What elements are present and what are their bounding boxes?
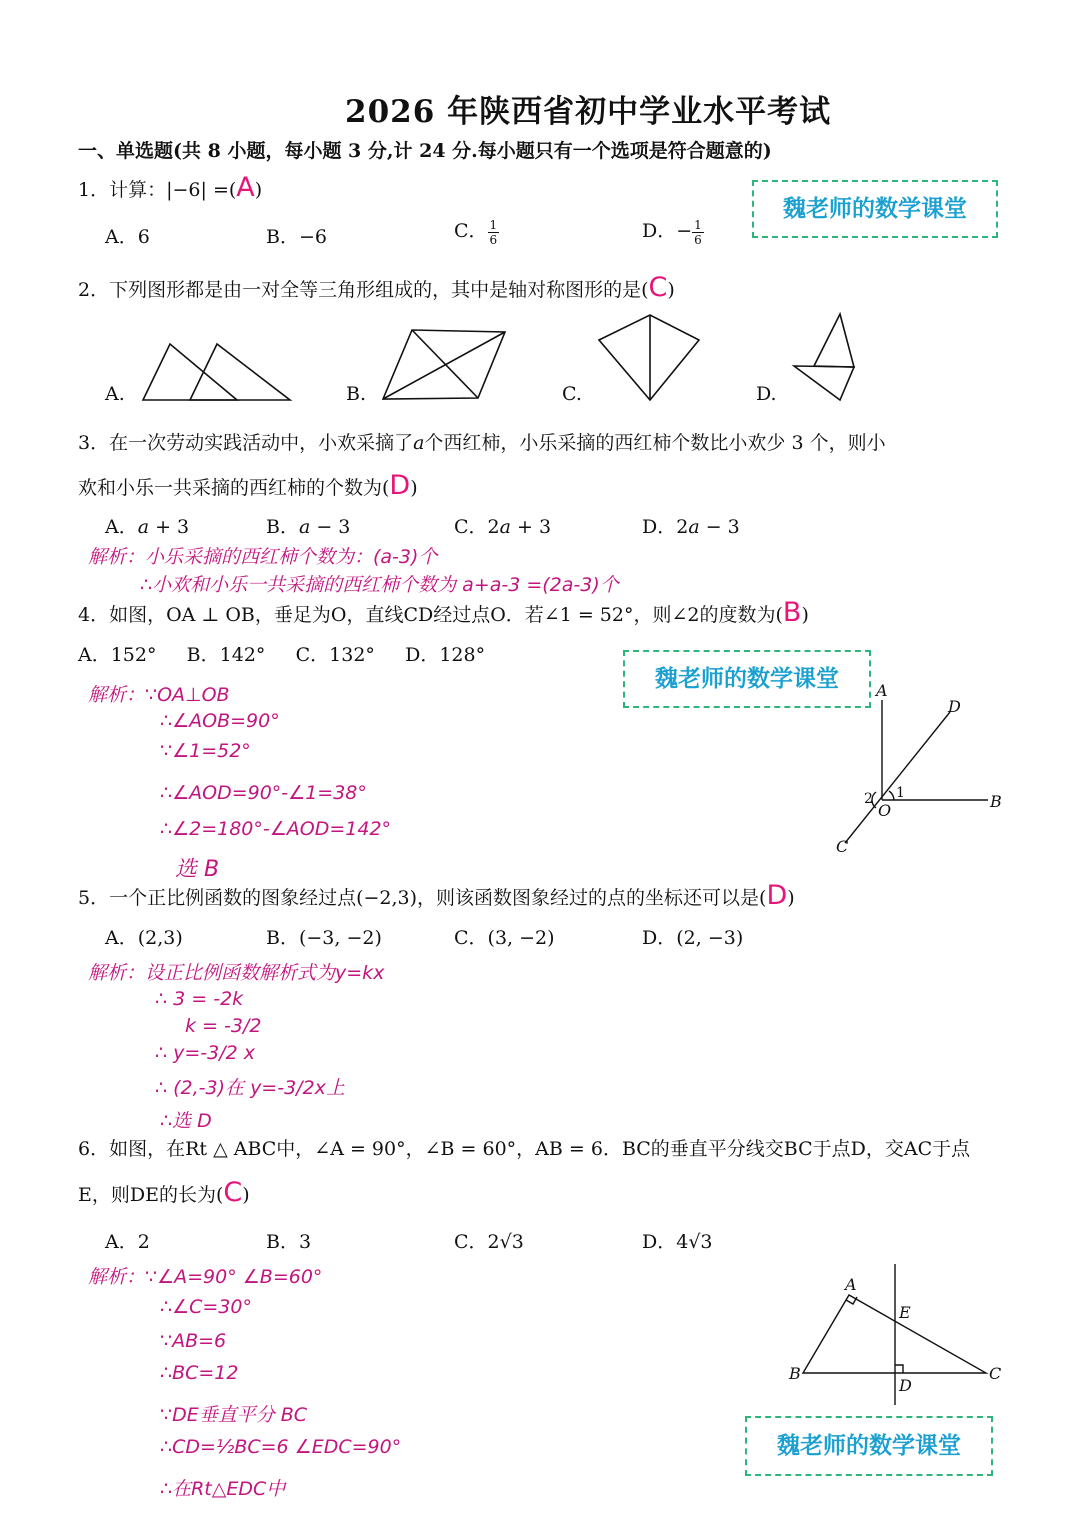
q6-option-b: B．3 — [266, 1231, 312, 1253]
q5-option-c: C．(3, −2) — [454, 927, 555, 949]
question-4-answer: B — [782, 597, 802, 628]
q5-option-a: A．(2,3) — [105, 927, 183, 949]
question-3-line2 — [78, 470, 418, 501]
question-4-close: ) — [801, 604, 809, 626]
page-title: 2026 年陕西省初中学业水平考试 — [345, 94, 832, 130]
q1-option-d-label: D．− — [642, 220, 693, 242]
q3-option-b: B．𝑎 − 3 — [266, 516, 351, 538]
figure-d-2 — [794, 366, 854, 400]
question-5-answer: D — [766, 880, 788, 911]
question-6-line2 — [78, 1177, 250, 1208]
q4-note-3: ∵∠1=52° — [160, 740, 251, 762]
q5-option-b: B．(−3, −2) — [266, 927, 382, 949]
question-1-answer: A — [236, 172, 255, 203]
q6-note-4: ∴BC=12 — [160, 1362, 239, 1384]
question-2-stem — [78, 272, 675, 303]
fraction-denominator: 6 — [694, 232, 702, 247]
label-c: C — [836, 837, 849, 856]
q1-option-c-fraction — [488, 218, 500, 247]
question-3-close: ) — [410, 477, 418, 499]
watermark-1: 魏老师的数学课堂 — [752, 180, 998, 238]
question-2-text: 2．下列图形都是由一对全等三角形组成的，其中是轴对称图形的是( — [78, 279, 649, 301]
q5-note-1: 解析：设正比例函数解析式为y=kx — [88, 962, 385, 984]
question-4-stem — [78, 597, 809, 628]
question-5-close: ) — [787, 887, 795, 909]
q1-option-d — [642, 216, 704, 247]
label-c: C — [989, 1364, 1002, 1383]
watermark-3: 魏老师的数学课堂 — [745, 1416, 993, 1476]
q4-note-6: 选 B — [175, 857, 220, 882]
q6-option-a: A．2 — [105, 1231, 150, 1253]
q2-figures — [0, 308, 1080, 408]
label-o: O — [878, 801, 892, 820]
label-d: D — [899, 1376, 912, 1395]
figure-a-2 — [190, 344, 290, 400]
fraction-denominator: 6 — [489, 232, 498, 247]
q6-note-6: ∴CD=½BC=6 ∠EDC=90° — [160, 1436, 402, 1458]
question-6-text: E，则DE的长为( — [78, 1184, 224, 1206]
question-1-stem — [78, 172, 262, 203]
angle-1-arc — [889, 791, 894, 800]
label-a: A — [876, 681, 888, 700]
q5-note-3: k = -3/2 — [185, 1015, 262, 1037]
figure-b-diag — [412, 330, 478, 398]
label-e: E — [899, 1303, 911, 1322]
question-3-line1: 3．在一次劳动实践活动中，小欢采摘了𝑎个西红柿，小乐采摘的西红柿个数比小欢少 3 个，则小 — [78, 432, 886, 454]
question-3-text: 欢和小乐一共采摘的西红柿的个数为( — [78, 477, 390, 499]
q1-option-d-fraction — [692, 218, 704, 247]
label-2: 2 — [864, 791, 873, 807]
question-1-text: 1．计算：|−6| =( — [78, 179, 237, 201]
q1-option-b: B．−6 — [266, 226, 327, 248]
q1-option-c — [454, 216, 499, 247]
q3-note-2: ∴小欢和小乐一共采摘的西红柿个数为 a+a-3 =(2a-3)个 — [140, 574, 619, 596]
q6-option-d: D．4√3 — [642, 1231, 713, 1253]
question-4-text: 4．如图，OA ⊥ OB，垂足为O，直线CD经过点O．若∠1 = 52°，则∠2的度数为( — [78, 604, 783, 626]
q4-options: A．152° B．142° C．132° D．128° — [78, 644, 486, 666]
q5-note-4: ∴ y=-3/2 x — [155, 1042, 256, 1064]
q2-option-a: A. — [105, 383, 125, 405]
question-6-answer: C — [223, 1177, 243, 1208]
q3-note-1: 解析：小乐采摘的西红柿个数为：(a-3)个 — [88, 546, 438, 568]
q4-note-4: ∴∠AOD=90°-∠1=38° — [160, 782, 367, 804]
q1-option-c-label: C． — [454, 220, 488, 242]
q6-note-5: ∵DE垂直平分 BC — [160, 1404, 308, 1426]
question-2-close: ) — [667, 279, 675, 301]
fraction-numerator: 1 — [694, 217, 702, 232]
q6-note-7: ∴在Rt△EDC中 — [160, 1478, 286, 1500]
q2-option-b: B. — [346, 383, 367, 405]
question-6-close: ) — [242, 1184, 250, 1206]
right-angle-d — [895, 1365, 903, 1373]
q2-option-d: D. — [756, 383, 777, 405]
q5-option-d: D．(2, −3) — [642, 927, 744, 949]
q4-note-5: ∴∠2=180°-∠AOD=142° — [160, 818, 392, 840]
q4-note-2: ∴∠AOB=90° — [160, 710, 280, 732]
q4-figure — [830, 680, 1030, 860]
q6-note-3: ∵AB=6 — [160, 1330, 227, 1352]
q6-figure — [780, 1262, 1010, 1412]
q5-note-5: ∴ (2,-3)在 y=-3/2x上 — [155, 1077, 345, 1099]
figure-c — [599, 315, 699, 400]
q6-option-c: C．2√3 — [454, 1231, 524, 1253]
q5-note-2: ∴ 3 = -2k — [155, 988, 244, 1010]
label-d: D — [948, 697, 961, 716]
q3-option-a: A．𝑎 + 3 — [105, 516, 190, 538]
question-3-answer: D — [389, 470, 411, 501]
q1-option-a: A．6 — [105, 226, 150, 248]
label-1: 1 — [896, 785, 905, 801]
q6-note-1: 解析：∵∠A=90° ∠B=60° — [88, 1266, 323, 1288]
question-2-answer: C — [648, 272, 668, 303]
fraction-numerator: 1 — [489, 217, 498, 232]
figure-b-diag-2 — [383, 332, 505, 399]
label-b: B — [990, 792, 1002, 811]
question-5-text: 5．一个正比例函数的图象经过点(−2,3)，则该函数图象经过的点的坐标还可以是( — [78, 887, 767, 909]
q6-note-2: ∴∠C=30° — [160, 1296, 252, 1318]
q3-option-c: C．2𝑎 + 3 — [454, 516, 552, 538]
figure-d — [814, 314, 854, 367]
label-b: B — [789, 1364, 801, 1383]
q2-option-c: C. — [562, 383, 582, 405]
q3-option-d: D．2𝑎 − 3 — [642, 516, 740, 538]
question-5-stem — [78, 880, 795, 911]
q4-note-1: 解析：∵OA⊥OB — [88, 684, 230, 706]
question-1-close: ) — [254, 179, 263, 201]
section-heading: 一、单选题(共 8 小题，每小题 3 分,计 24 分.每小题只有一个选项是符合题意的) — [78, 140, 772, 162]
figure-a — [143, 344, 237, 400]
question-6-line1: 6．如图，在Rt △ ABC中，∠A = 90°，∠B = 60°，AB = 6．BC的垂直平分线交BC于点D，交AC于点 — [78, 1138, 971, 1160]
watermark-2: 魏老师的数学课堂 — [623, 650, 871, 708]
label-a: A — [845, 1275, 857, 1294]
line-cd — [845, 712, 950, 843]
q5-note-6: ∴选 D — [160, 1110, 212, 1132]
